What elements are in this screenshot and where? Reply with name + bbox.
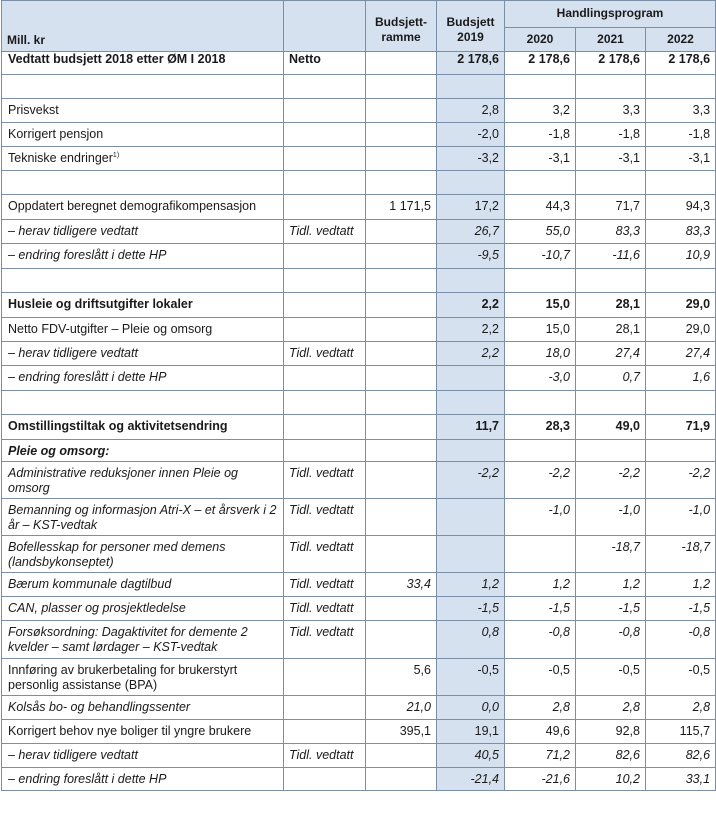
row-label-text: Tekniske endringer [8, 151, 113, 165]
table-row [2, 366, 716, 391]
row-label-text: Administrative reduksjoner innen Pleie og omsorg [8, 466, 238, 495]
budsjett-2019-cell: -21,4 [437, 768, 505, 791]
table-row [2, 573, 716, 597]
table-row [2, 342, 716, 366]
table-row [2, 52, 716, 75]
budsjett-2019-cell [437, 499, 505, 536]
row-label [2, 269, 284, 293]
row-label [2, 462, 284, 499]
row-note [284, 720, 366, 744]
budsjettramme-cell [366, 536, 437, 573]
budsjettramme-cell: 395,1 [366, 720, 437, 744]
year-2020-cell [505, 440, 576, 462]
year-2022-cell: 94,3 [646, 195, 716, 220]
row-label-text: Bærum kommunale dagtilbud [8, 577, 172, 591]
row-label-text: Husleie og driftsutgifter lokaler [8, 297, 193, 311]
table-row [2, 744, 716, 768]
budsjettramme-cell [366, 244, 437, 269]
year-2021-cell: 0,7 [576, 366, 646, 391]
budsjett-2019-cell: 11,7 [437, 415, 505, 440]
budsjettramme-cell [366, 147, 437, 171]
row-note: Tidl. vedtatt [284, 597, 366, 621]
row-note: Tidl. vedtatt [284, 536, 366, 573]
year-2022-cell: 29,0 [646, 318, 716, 342]
row-note: Tidl. vedtatt [284, 220, 366, 244]
row-note [284, 696, 366, 720]
row-label [2, 391, 284, 415]
row-note [284, 415, 366, 440]
year-2022-cell: 82,6 [646, 744, 716, 768]
row-note [284, 269, 366, 293]
table-row [2, 696, 716, 720]
year-2021-cell [576, 391, 646, 415]
year-2021-cell: -1,5 [576, 597, 646, 621]
year-2020-cell: 49,6 [505, 720, 576, 744]
table-row [2, 415, 716, 440]
budsjettramme-cell [366, 75, 437, 99]
year-2022-cell: 115,7 [646, 720, 716, 744]
year-2020-cell: 1,2 [505, 573, 576, 597]
year-2021-cell: 28,1 [576, 293, 646, 318]
budsjettramme-cell [366, 415, 437, 440]
year-2022-cell: -1,5 [646, 597, 716, 621]
row-label [2, 597, 284, 621]
row-note [284, 366, 366, 391]
row-note [284, 75, 366, 99]
row-label [2, 99, 284, 123]
budsjett-2019-cell [437, 440, 505, 462]
row-note [284, 659, 366, 696]
budsjett-2019-cell [437, 536, 505, 573]
row-note [284, 123, 366, 147]
row-label [2, 171, 284, 195]
row-note: Tidl. vedtatt [284, 462, 366, 499]
budsjett-2019-cell: -2,0 [437, 123, 505, 147]
row-label [2, 293, 284, 318]
year-2020-cell: -1,8 [505, 123, 576, 147]
row-label-text: Korrigert pensjon [8, 127, 104, 141]
budsjett-2019-cell [437, 366, 505, 391]
budsjettramme-cell [366, 220, 437, 244]
row-label-text: Innføring av brukerbetaling for brukerstyrt personlig assistanse (BPA) [8, 663, 238, 692]
row-label [2, 52, 284, 75]
table-header [2, 1, 716, 52]
year-2021-cell: 28,1 [576, 318, 646, 342]
year-2020-cell: -2,2 [505, 462, 576, 499]
footnote-marker: 1) [112, 151, 120, 159]
row-label [2, 342, 284, 366]
row-label-text: Bofellesskap for personer med demens (landsbykonseptet) [8, 540, 226, 569]
year-2020-cell: 2 178,6 [505, 52, 576, 75]
row-note: Tidl. vedtatt [284, 621, 366, 659]
budget-table [1, 0, 716, 791]
year-2020-cell: -10,7 [505, 244, 576, 269]
row-label-text: Kolsås bo- og behandlingssenter [8, 700, 191, 714]
row-label [2, 318, 284, 342]
year-2020-cell: -1,0 [505, 499, 576, 536]
budsjettramme-cell [366, 52, 437, 75]
year-2020-cell [505, 269, 576, 293]
year-2021-cell: 27,4 [576, 342, 646, 366]
budsjettramme-cell [366, 597, 437, 621]
row-note [284, 195, 366, 220]
table-row [2, 269, 716, 293]
year-2022-cell: -0,5 [646, 659, 716, 696]
row-label [2, 244, 284, 269]
year-2021-cell: -11,6 [576, 244, 646, 269]
year-2022-cell: 2 178,6 [646, 52, 716, 75]
budsjettramme-cell: 1 171,5 [366, 195, 437, 220]
year-2021-cell: 2,8 [576, 696, 646, 720]
row-note [284, 99, 366, 123]
table-row [2, 318, 716, 342]
budsjettramme-header: Budsjett- ramme [366, 1, 437, 52]
table-row [2, 147, 716, 171]
year-2021-cell: 3,3 [576, 99, 646, 123]
row-label [2, 75, 284, 99]
budsjett-2019-header: Budsjett 2019 [437, 1, 505, 52]
year-2022-cell: 33,1 [646, 768, 716, 791]
budsjett-2019-cell: 2,2 [437, 318, 505, 342]
budsjettramme-cell [366, 269, 437, 293]
year-2021-cell: -0,8 [576, 621, 646, 659]
row-label [2, 621, 284, 659]
year-2020-cell: 15,0 [505, 318, 576, 342]
table-row [2, 768, 716, 791]
year-2021-cell: -2,2 [576, 462, 646, 499]
row-label-text: – endring foreslått i dette HP [8, 248, 167, 262]
row-note [284, 171, 366, 195]
row-note [284, 318, 366, 342]
year-2022-cell: 1,2 [646, 573, 716, 597]
table-row [2, 123, 716, 147]
budsjett-2019-cell [437, 75, 505, 99]
row-label-text: – herav tidligere vedtatt [8, 748, 138, 762]
year-2020-cell: -0,5 [505, 659, 576, 696]
year-2021-cell: 82,6 [576, 744, 646, 768]
year-2022-cell: 3,3 [646, 99, 716, 123]
budsjettramme-cell [366, 342, 437, 366]
year-2022-cell: -3,1 [646, 147, 716, 171]
year-2022-cell [646, 269, 716, 293]
year-2021-cell: 83,3 [576, 220, 646, 244]
year-2021-cell: 49,0 [576, 415, 646, 440]
table-row [2, 597, 716, 621]
budsjett-2019-cell: -1,5 [437, 597, 505, 621]
year-2022-cell: -18,7 [646, 536, 716, 573]
year-2021-cell: -3,1 [576, 147, 646, 171]
row-label-text: Prisvekst [8, 103, 59, 117]
year-2022-cell [646, 75, 716, 99]
year-2020-cell [505, 391, 576, 415]
year-2020-cell: 44,3 [505, 195, 576, 220]
row-label [2, 768, 284, 791]
year-2021-cell: 2 178,6 [576, 52, 646, 75]
year-2022-cell: -1,0 [646, 499, 716, 536]
budsjettramme-cell [366, 744, 437, 768]
row-label-text: Netto FDV-utgifter – Pleie og omsorg [8, 322, 213, 336]
year-2022-cell: 83,3 [646, 220, 716, 244]
row-label [2, 366, 284, 391]
budsjettramme-cell: 5,6 [366, 659, 437, 696]
year-2022-cell: 2,8 [646, 696, 716, 720]
budsjettramme-cell [366, 621, 437, 659]
row-label-text: CAN, plasser og prosjektledelse [8, 601, 186, 615]
row-label-text: – endring foreslått i dette HP [8, 772, 167, 786]
year-2021-cell: -18,7 [576, 536, 646, 573]
handlingsprogram-header: Handlingsprogram [505, 1, 716, 28]
budsjett-2019-cell: 2,8 [437, 99, 505, 123]
unit-header: Mill. kr [2, 1, 284, 52]
row-label [2, 696, 284, 720]
table-row [2, 195, 716, 220]
year-2020-cell: -3,1 [505, 147, 576, 171]
budsjett-2019-cell [437, 391, 505, 415]
year-2020-cell: 15,0 [505, 293, 576, 318]
budsjett-2019-cell: 2,2 [437, 293, 505, 318]
year-2020-cell: 28,3 [505, 415, 576, 440]
year-2022-cell: 1,6 [646, 366, 716, 391]
budsjett-2019-cell: 2 178,6 [437, 52, 505, 75]
note-header [284, 1, 366, 52]
table-row [2, 99, 716, 123]
year-2022-cell: 71,9 [646, 415, 716, 440]
year-2021-cell: -0,5 [576, 659, 646, 696]
year-2020-cell: -3,0 [505, 366, 576, 391]
budsjett-2019-cell: -2,2 [437, 462, 505, 499]
table-row [2, 440, 716, 462]
row-label-text: – herav tidligere vedtatt [8, 224, 138, 238]
year-2020-cell: 71,2 [505, 744, 576, 768]
row-label [2, 440, 284, 462]
table-row [2, 293, 716, 318]
year-2022-cell: 29,0 [646, 293, 716, 318]
year-2020-cell: -21,6 [505, 768, 576, 791]
budsjettramme-cell [366, 499, 437, 536]
row-note: Tidl. vedtatt [284, 573, 366, 597]
budsjett-2019-cell: 0,0 [437, 696, 505, 720]
row-label-text: Omstillingstiltak og aktivitetsendring [8, 419, 228, 433]
budsjett-2019-cell: 2,2 [437, 342, 505, 366]
row-label-text: Pleie og omsorg: [8, 444, 110, 458]
table-row [2, 244, 716, 269]
budsjettramme-cell [366, 123, 437, 147]
table-row [2, 462, 716, 499]
budsjett-2019-cell: 40,5 [437, 744, 505, 768]
year-2020-cell: 18,0 [505, 342, 576, 366]
year-2020-cell: -0,8 [505, 621, 576, 659]
year-2021-cell: -1,8 [576, 123, 646, 147]
budsjett-2019-cell: 1,2 [437, 573, 505, 597]
budsjettramme-cell: 21,0 [366, 696, 437, 720]
year-2022-cell: 27,4 [646, 342, 716, 366]
row-label [2, 536, 284, 573]
year-2022-cell [646, 171, 716, 195]
row-label [2, 720, 284, 744]
budsjettramme-cell: 33,4 [366, 573, 437, 597]
row-note: Tidl. vedtatt [284, 342, 366, 366]
row-note [284, 244, 366, 269]
row-note: Netto [284, 52, 366, 75]
row-note [284, 293, 366, 318]
row-label [2, 220, 284, 244]
budsjettramme-cell [366, 318, 437, 342]
year-2022-cell [646, 391, 716, 415]
budsjett-2019-cell: 26,7 [437, 220, 505, 244]
row-label-text: Korrigert behov nye boliger til yngre brukere [8, 724, 252, 738]
row-label [2, 195, 284, 220]
year-2021-cell: 71,7 [576, 195, 646, 220]
year-2021-cell [576, 440, 646, 462]
table-body [2, 52, 716, 791]
budsjett-2019-cell: -9,5 [437, 244, 505, 269]
row-note [284, 391, 366, 415]
budsjettramme-cell [366, 99, 437, 123]
year-header-2022: 2022 [646, 27, 716, 51]
table-row [2, 391, 716, 415]
year-2020-cell: -1,5 [505, 597, 576, 621]
year-2021-cell [576, 171, 646, 195]
table-row [2, 720, 716, 744]
row-label-text: Oppdatert beregnet demografikompensasjon [8, 199, 257, 213]
table-row [2, 499, 716, 536]
table-row [2, 171, 716, 195]
table-row [2, 621, 716, 659]
row-note: Tidl. vedtatt [284, 744, 366, 768]
row-label-text: Vedtatt budsjett 2018 etter ØM I 2018 [8, 52, 226, 66]
row-label [2, 415, 284, 440]
row-note [284, 768, 366, 791]
year-2021-cell: -1,0 [576, 499, 646, 536]
budsjettramme-cell [366, 768, 437, 791]
row-label [2, 123, 284, 147]
year-header-2021: 2021 [576, 27, 646, 51]
budsjett-2019-cell: -0,5 [437, 659, 505, 696]
row-label-text: – endring foreslått i dette HP [8, 370, 167, 384]
row-note [284, 440, 366, 462]
row-label [2, 147, 284, 171]
budsjettramme-cell [366, 462, 437, 499]
year-2022-cell [646, 440, 716, 462]
row-label [2, 573, 284, 597]
table-row [2, 659, 716, 696]
budsjettramme-cell [366, 171, 437, 195]
budsjettramme-cell [366, 391, 437, 415]
row-note [284, 147, 366, 171]
year-header-2020: 2020 [505, 27, 576, 51]
year-2021-cell: 1,2 [576, 573, 646, 597]
budsjett-2019-cell [437, 171, 505, 195]
year-2020-cell [505, 75, 576, 99]
row-label [2, 744, 284, 768]
year-2021-cell: 10,2 [576, 768, 646, 791]
budsjett-2019-cell: 0,8 [437, 621, 505, 659]
year-2022-cell: -1,8 [646, 123, 716, 147]
table-row [2, 536, 716, 573]
year-2020-cell: 55,0 [505, 220, 576, 244]
year-2020-cell: 2,8 [505, 696, 576, 720]
row-label-text: Bemanning og informasjon Atri-X – et årsverk i 2 år – KST-vedtak [8, 503, 277, 532]
year-2020-cell: 3,2 [505, 99, 576, 123]
row-note: Tidl. vedtatt [284, 499, 366, 536]
budsjettramme-cell [366, 366, 437, 391]
budsjett-2019-cell: -3,2 [437, 147, 505, 171]
budsjettramme-cell [366, 440, 437, 462]
budsjettramme-cell [366, 293, 437, 318]
year-2021-cell [576, 269, 646, 293]
year-2021-cell: 92,8 [576, 720, 646, 744]
table-row [2, 75, 716, 99]
row-label-text: Forsøksordning: Dagaktivitet for demente 2 kvelder – samt lørdager – KST-vedtak [8, 625, 248, 654]
budsjett-2019-cell [437, 269, 505, 293]
year-2021-cell [576, 75, 646, 99]
year-2022-cell: 10,9 [646, 244, 716, 269]
row-label [2, 659, 284, 696]
year-2020-cell [505, 171, 576, 195]
table-row [2, 220, 716, 244]
year-2020-cell [505, 536, 576, 573]
year-2022-cell: -0,8 [646, 621, 716, 659]
budsjett-2019-cell: 19,1 [437, 720, 505, 744]
row-label-text: – herav tidligere vedtatt [8, 346, 138, 360]
budsjett-2019-cell: 17,2 [437, 195, 505, 220]
row-label [2, 499, 284, 536]
year-2022-cell: -2,2 [646, 462, 716, 499]
